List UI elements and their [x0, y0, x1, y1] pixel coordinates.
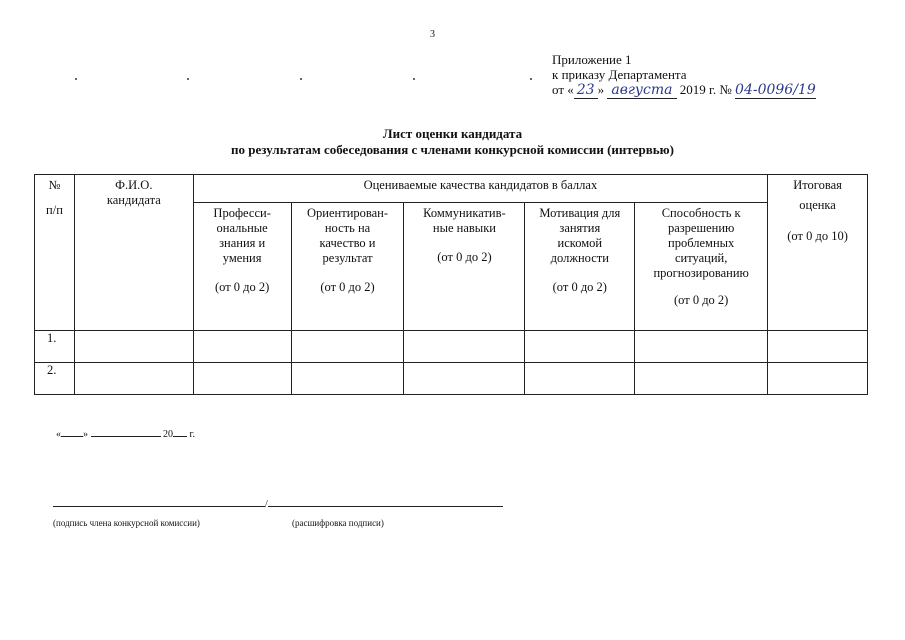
total-score-cell[interactable]	[768, 331, 868, 363]
month-blank[interactable]	[91, 427, 161, 437]
row-number: 2.	[35, 363, 75, 395]
score-cell[interactable]	[635, 331, 768, 363]
year-blank[interactable]	[173, 427, 187, 437]
appendix-line1: Приложение 1	[552, 52, 632, 67]
table-row	[35, 331, 868, 363]
score-cell[interactable]	[525, 363, 635, 395]
candidate-name-cell[interactable]	[74, 331, 193, 363]
day-blank[interactable]	[61, 427, 83, 437]
date-field: « » 20 г.	[56, 429, 195, 440]
criterion-professional: Професси- ональные знания и умения (от 0 до 2)	[193, 203, 291, 331]
score-cell[interactable]	[525, 331, 635, 363]
scan-dots	[75, 78, 535, 86]
total-score-cell[interactable]	[768, 363, 868, 395]
document-title	[0, 126, 905, 158]
day-suffix: »	[597, 82, 605, 97]
title-line1: Лист оценки кандидата	[382, 126, 523, 141]
signature-line	[53, 497, 503, 510]
criterion-motivation: Мотивация для занятия искомой должности (от 0 до 2)	[525, 203, 635, 331]
date-prefix: от «	[552, 82, 574, 97]
header-total: Итоговая оценка (от 0 до 10)	[768, 175, 868, 331]
score-cell[interactable]	[291, 331, 404, 363]
criterion-problem-solving: Способность к разрешению проблемных ситуаций, прогнозированию (от 0 до 2)	[635, 203, 768, 331]
score-cell[interactable]	[291, 363, 404, 395]
page-number: 3	[430, 29, 435, 40]
row-number: 1.	[35, 331, 75, 363]
score-cell[interactable]	[404, 363, 525, 395]
handwritten-day: 23	[574, 82, 598, 99]
evaluation-table	[34, 174, 868, 395]
signature-blank[interactable]	[53, 497, 265, 507]
caption-decode: (расшифровка подписи)	[292, 518, 384, 528]
header-fio: Ф.И.О. кандидата	[74, 175, 193, 331]
header-group-qualities: Оцениваемые качества кандидатов в баллах	[193, 175, 767, 203]
criterion-quality-orientation: Ориентирован- ность на качество и результат (от 0 до 2)	[291, 203, 404, 331]
title-line2: по результатам собеседования с членами конкурсной комиссии (интервью)	[231, 142, 674, 157]
table-row	[35, 363, 868, 395]
candidate-name-cell[interactable]	[74, 363, 193, 395]
handwritten-order-number: 04-0096/19	[735, 82, 816, 98]
handwritten-month: августа	[607, 82, 676, 99]
caption-signature: (подпись члена конкурсной комиссии)	[53, 518, 200, 528]
appendix-line2: к приказу Департамента	[552, 67, 687, 82]
score-cell[interactable]	[193, 363, 291, 395]
header-number: № п/п	[35, 175, 75, 331]
criterion-communication: Коммуникатив- ные навыки (от 0 до 2)	[404, 203, 525, 331]
signature-decode-blank[interactable]	[268, 497, 503, 507]
slash: /	[265, 499, 268, 510]
score-cell[interactable]	[404, 331, 525, 363]
year-label: 2019 г. №	[679, 82, 732, 97]
score-cell[interactable]	[635, 363, 768, 395]
appendix-header	[552, 52, 816, 98]
score-cell[interactable]	[193, 331, 291, 363]
appendix-date-line	[552, 82, 816, 98]
